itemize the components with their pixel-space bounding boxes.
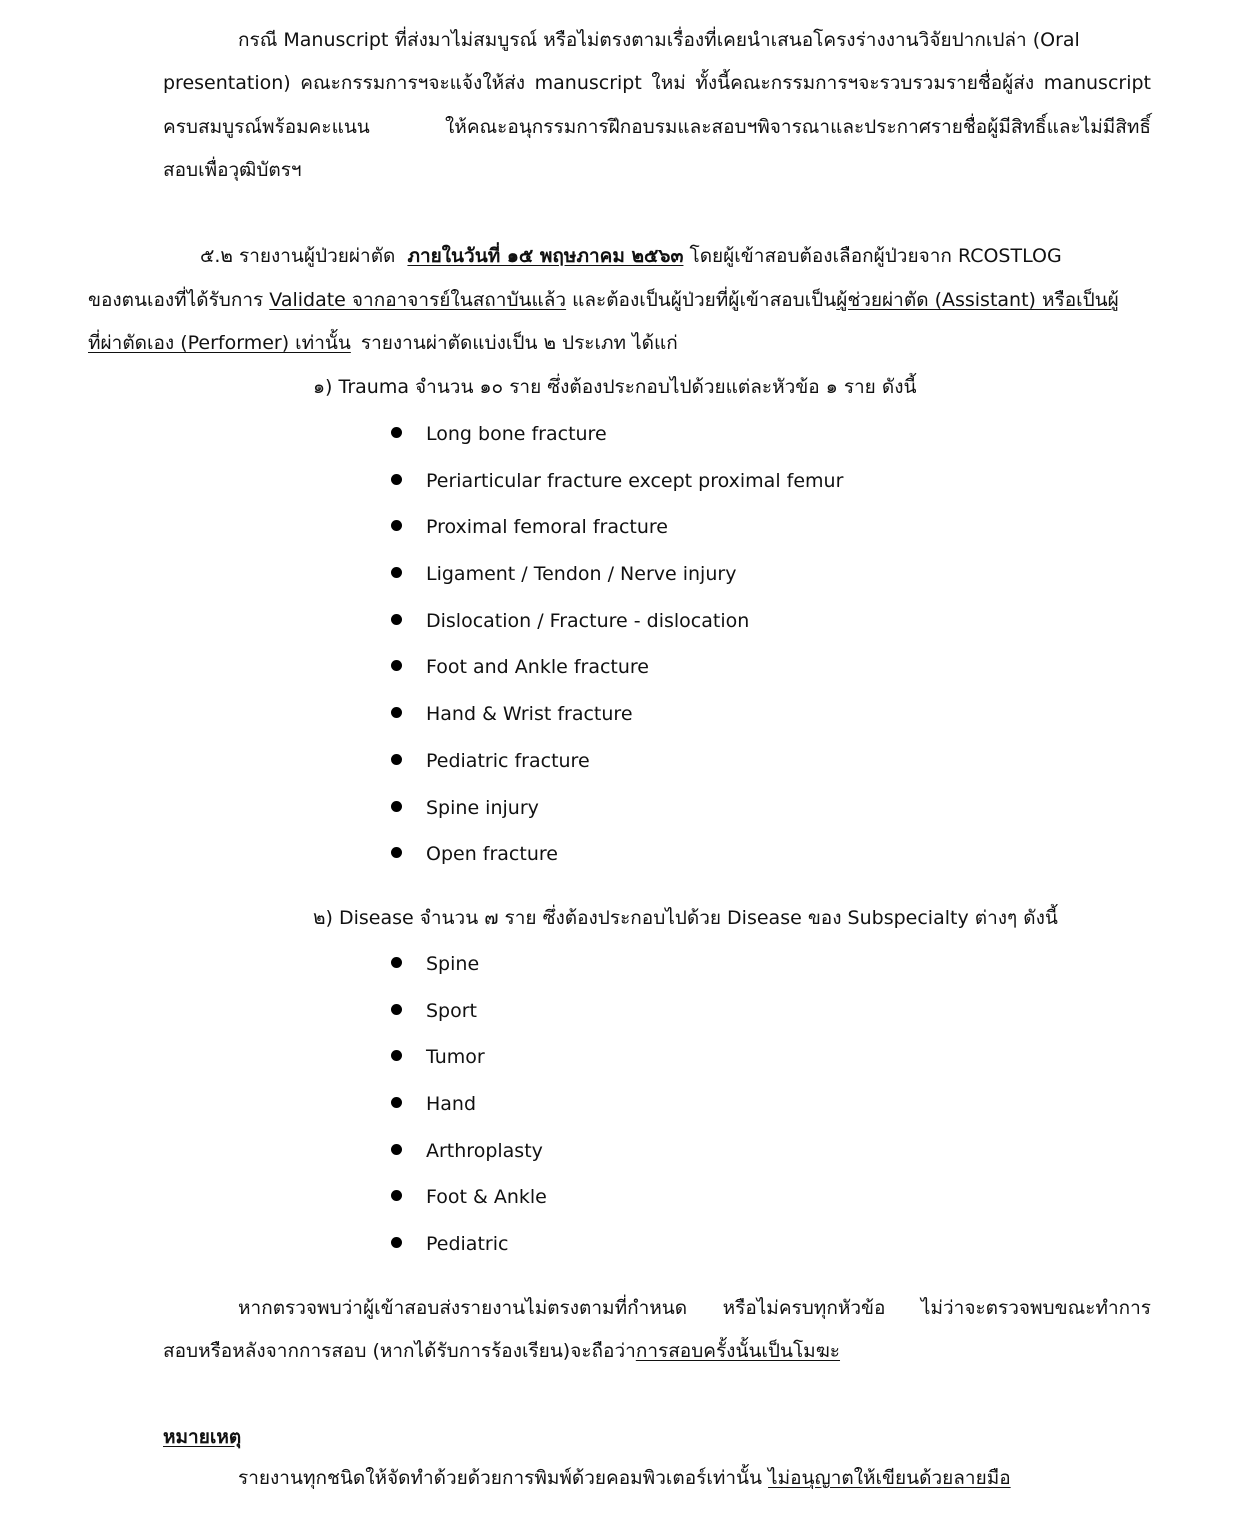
list-item-label: Hand <box>426 1093 477 1116</box>
violation-line-1: หากตรวจพบว่าผู้เข้าสอบส่งรายงานไม่ตรงตามที่กำหนด หรือไม่ครบทุกหัวข้อ ไม่ว่าจะตรวจพบขณะทำการ <box>238 1297 1151 1319</box>
list-item-label: Foot and Ankle fracture <box>426 656 649 679</box>
bullet-icon <box>391 847 402 858</box>
section52-assistant: ผู้ช่วยผ่าตัด (Assistant) หรือเป็นผู้ <box>836 289 1119 311</box>
section52-line-2-a: ของตนเองที่ได้รับการ <box>88 289 264 311</box>
trauma-heading: ๑) Trauma จำนวน ๑๐ ราย ซึ่งต้องประกอบไปด้วยแต่ละหัวข้อ ๑ ราย ดังนี้ <box>313 376 917 398</box>
section52-line-3-b: รายงานผ่าตัดแบ่งเป็น ๒ ประเภท ได้แก่ <box>360 332 678 354</box>
list-item-label: Pediatric <box>426 1233 509 1256</box>
list-item-label: Periarticular fracture except proximal femur <box>426 469 844 492</box>
list-item-label: Hand & Wrist fracture <box>426 703 633 726</box>
list-item-label: Tumor <box>426 1046 485 1069</box>
list-item-label: Dislocation / Fracture - dislocation <box>426 609 750 632</box>
list-item-label: Foot & Ankle <box>426 1186 547 1209</box>
bullet-icon <box>391 567 402 578</box>
bullet-icon <box>391 660 402 671</box>
intro-line-2: presentation) คณะกรรมการฯจะแจ้งให้ส่ง manuscript ใหม่ ทั้งนี้คณะกรรมการฯจะรวบรวมรายชื่อผู้ส่ง manuscript <box>163 72 1151 94</box>
list-item-label: Sport <box>426 999 478 1022</box>
section52-deadline: ภายในวันที่ ๑๕ พฤษภาคม ๒๕๖๓ <box>407 245 684 267</box>
note-no-handwriting: ไม่อนุญาตให้เขียนด้วยลายมือ <box>768 1467 1011 1489</box>
list-item-label: Spine <box>426 953 480 975</box>
section52-performer: ที่ผ่าตัดเอง (Performer) เท่านั้น <box>88 332 351 354</box>
violation-line-2-a: สอบหรือหลังจากการสอบ (หากได้รับการร้องเรียน)จะถือว่า <box>163 1340 636 1362</box>
note-text-a: รายงานทุกชนิดให้จัดทำด้วยด้วยการพิมพ์ด้วยคอมพิวเตอร์เท่านั้น <box>238 1467 762 1489</box>
list-item-label: Proximal femoral fracture <box>426 516 668 539</box>
note-text <box>238 1465 1011 1491</box>
section52-line-1 <box>200 243 1062 269</box>
intro-line-1: กรณี Manuscript ที่ส่งมาไม่สมบูรณ์ หรือไม่ตรงตามเรื่องที่เคยนำเสนอโครงร่างงานวิจัยปากเปล่า (Oral <box>238 29 1080 51</box>
intro-line-3: ครบสมบูรณ์พร้อมคะแนน ให้คณะอนุกรรมการฝึกอบรมและสอบฯพิจารณาและประกาศรายชื่อผู้มีสิทธิ์และไม่มีสิทธิ์ <box>163 116 1151 138</box>
section52-lead: ๕.๒ รายงานผู้ป่วยผ่าตัด <box>200 245 396 267</box>
bullet-icon <box>391 1097 402 1108</box>
bullet-icon <box>391 1237 402 1248</box>
note-heading: หมายเหตุ <box>163 1426 242 1448</box>
bullet-icon <box>391 1190 402 1201</box>
bullet-icon <box>391 427 402 438</box>
list-item-label: Open fracture <box>426 843 558 866</box>
disease-heading: ๒) Disease จำนวน ๗ ราย ซึ่งต้องประกอบไปด้วย Disease ของ Subspecialty ต่างๆ ดังนี้ <box>313 907 1058 929</box>
violation-line-2 <box>163 1338 840 1364</box>
list-item-label: Ligament / Tendon / Nerve injury <box>426 563 737 586</box>
section52-lead-rest: โดยผู้เข้าสอบต้องเลือกผู้ป่วยจาก RCOSTLOG <box>689 245 1062 267</box>
intro-line-4: สอบเพื่อวุฒิบัตรฯ <box>163 159 302 181</box>
violation-void: การสอบครั้งนั้นเป็นโมฆะ <box>635 1340 841 1362</box>
bullet-icon <box>391 1050 402 1061</box>
bullet-icon <box>391 754 402 765</box>
bullet-icon <box>391 707 402 718</box>
bullet-icon <box>391 801 402 812</box>
section52-line-3 <box>88 330 678 356</box>
section52-line-2-c: และต้องเป็นผู้ป่วยที่ผู้เข้าสอบเป็น <box>572 289 837 311</box>
bullet-icon <box>391 1144 402 1155</box>
list-item-label: Pediatric fracture <box>426 749 590 772</box>
list-item-label: Arthroplasty <box>426 1139 543 1162</box>
section52-validate: Validate จากอาจารย์ในสถาบันแล้ว <box>269 289 567 311</box>
bullet-icon <box>391 474 402 485</box>
list-item-label: Spine injury <box>426 796 539 819</box>
bullet-icon <box>391 1004 402 1015</box>
list-item-label: Long bone fracture <box>426 423 607 445</box>
bullet-icon <box>391 614 402 625</box>
bullet-icon <box>391 520 402 531</box>
bullet-icon <box>391 957 402 968</box>
section52-line-2 <box>88 287 1119 313</box>
